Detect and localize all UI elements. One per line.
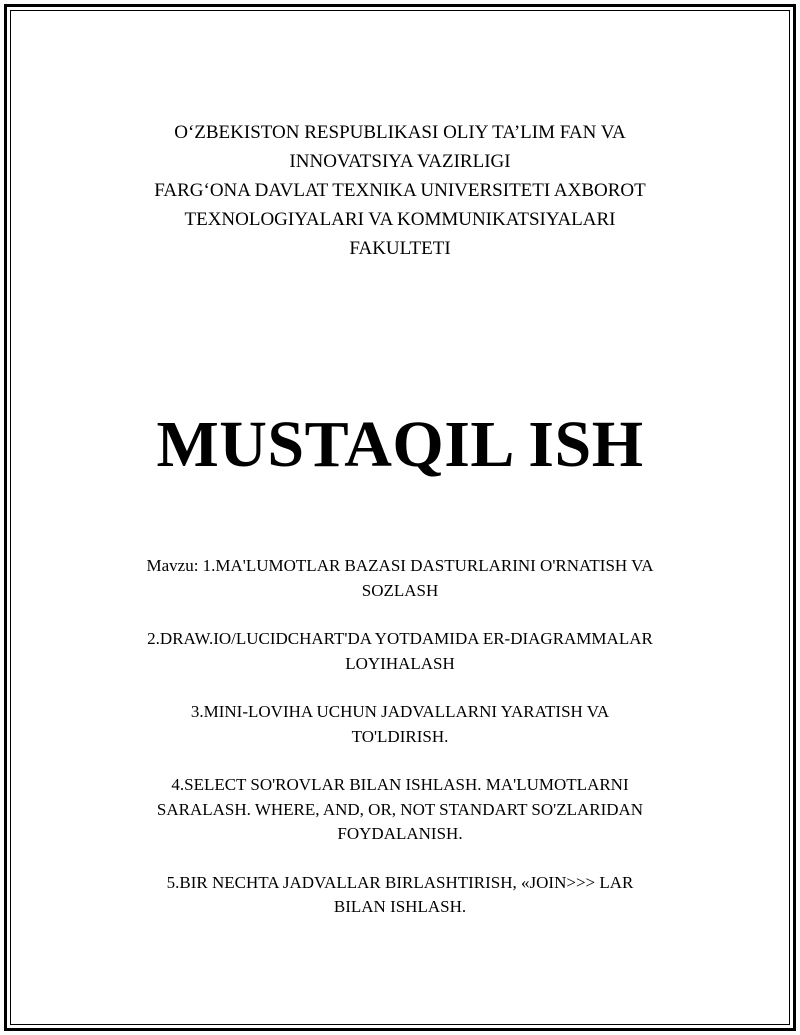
topic-item [0, 700, 800, 749]
topic-line: 4.SELECT SO'ROVLAR BILAN ISHLASH. MA'LUMOTLARNI [171, 775, 629, 794]
header-line: O‘ZBEKISTON RESPUBLIKASI OLIY TA’LIM FAN VA [174, 122, 626, 143]
header-line: TEXNOLOGIYALARI VA KOMMUNIKATSIYALARI [184, 209, 616, 230]
header-line: FAKULTETI [349, 238, 451, 259]
topic-line: 3.MINI-LOVIHA UCHUN JADVALLARNI YARATISH VA [190, 702, 610, 721]
topic-line: LOYIHALASH [345, 653, 455, 673]
header-line: INNOVATSIYA VAZIRLIGI [289, 151, 511, 172]
topic-item [0, 871, 800, 920]
document-title: MUSTAQIL ISH [156, 408, 644, 481]
topic-item [0, 773, 800, 847]
header-line: FARG‘ONA DAVLAT TEXNIKA UNIVERSITETI AXBOROT [154, 180, 646, 201]
topic-list [0, 554, 800, 944]
topic-item [0, 554, 800, 603]
topic-line: SOZLASH [361, 580, 439, 600]
institution-header [0, 118, 800, 263]
topic-line: 5.BIR NECHTA JADVALLAR BIRLASHTIRISH, «JOIN>>> LAR [166, 872, 634, 892]
topic-line: FOYDALANISH. [337, 824, 463, 843]
topic-line: Mavzu: 1.MA'LUMOTLAR BAZASI DASTURLARINI O'RNATISH VA [146, 556, 654, 575]
topic-line: SARALASH. WHERE, AND, OR, NOT STANDART SO'ZLARIDAN [156, 799, 644, 819]
topic-line: BILAN ISHLASH. [333, 897, 467, 916]
topic-line: TO'LDIRISH. [351, 726, 449, 746]
topic-item [0, 627, 800, 676]
topic-line: 2.DRAW.IO/LUCIDCHART'DA YOTDAMIDA ER-DIAGRAMMALAR [147, 629, 653, 648]
